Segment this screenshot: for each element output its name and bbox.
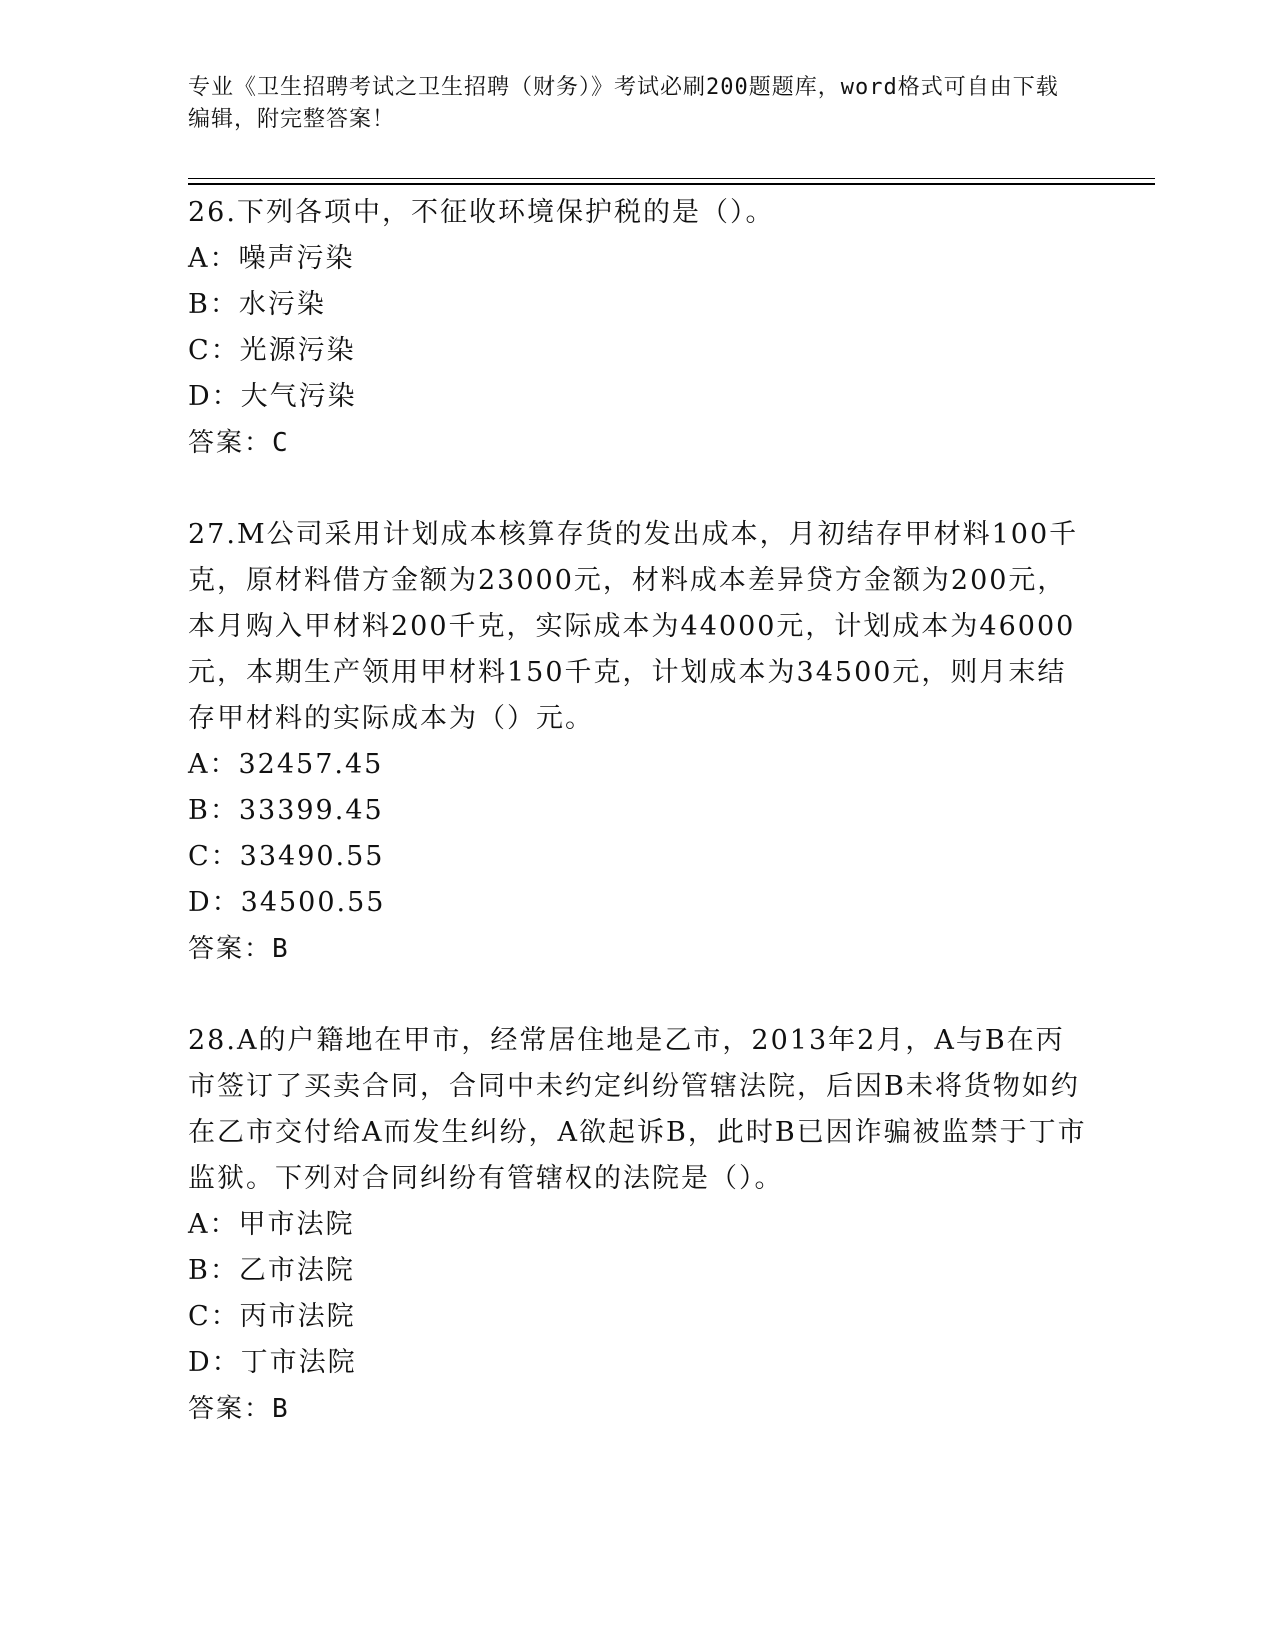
header-divider-thick [188, 183, 1155, 185]
question-27 [188, 512, 1088, 972]
option-d: D：34500.55 [188, 887, 386, 918]
answer-line: 答案：C [188, 428, 290, 458]
option-d: D：大气污染 [188, 381, 357, 412]
option-c: C：丙市法院 [188, 1301, 356, 1332]
option-a: A：甲市法院 [188, 1209, 355, 1240]
header-divider-thin [188, 178, 1155, 179]
option-c: C：光源污染 [188, 335, 356, 366]
question-list [188, 190, 1088, 1432]
option-c: C：33490.55 [188, 841, 385, 872]
option-a: A：噪声污染 [188, 243, 355, 274]
option-b: B：33399.45 [188, 795, 384, 826]
question-stem: 27.M公司采用计划成本核算存货的发出成本，月初结存甲材料100千克，原材料借方金额为23000元，材料成本差异贷方金额为200元，本月购入甲材料200千克，实际成本为44000元，计划成本为46000元，本期生产领用甲材料150千克，计划成本为34500元，则月末结存甲材料的实际成本为（）元。 [188, 519, 1079, 734]
document-intro: 专业《卫生招聘考试之卫生招聘（财务）》考试必刷200题题库，word格式可自由下载编辑，附完整答案！ [188, 75, 1059, 132]
option-d: D：丁市法院 [188, 1347, 357, 1378]
question-26 [188, 190, 1088, 466]
question-stem: 28.A的户籍地在甲市，经常居住地是乙市，2013年2月，A与B在丙市签订了买卖合同，合同中未约定纠纷管辖法院，后因B未将货物如约在乙市交付给A而发生纠纷，A欲起诉B，此时B已因诈骗被监禁于丁市监狱。下列对合同纠纷有管辖权的法院是（）。 [188, 1025, 1087, 1194]
answer-line: 答案：B [188, 934, 290, 964]
option-b: B：水污染 [188, 289, 326, 320]
question-stem: 26.下列各项中，不征收环境保护税的是（）。 [188, 197, 775, 228]
option-a: A：32457.45 [188, 749, 384, 780]
question-28 [188, 1018, 1088, 1432]
option-b: B：乙市法院 [188, 1255, 355, 1286]
answer-line: 答案：B [188, 1394, 290, 1424]
